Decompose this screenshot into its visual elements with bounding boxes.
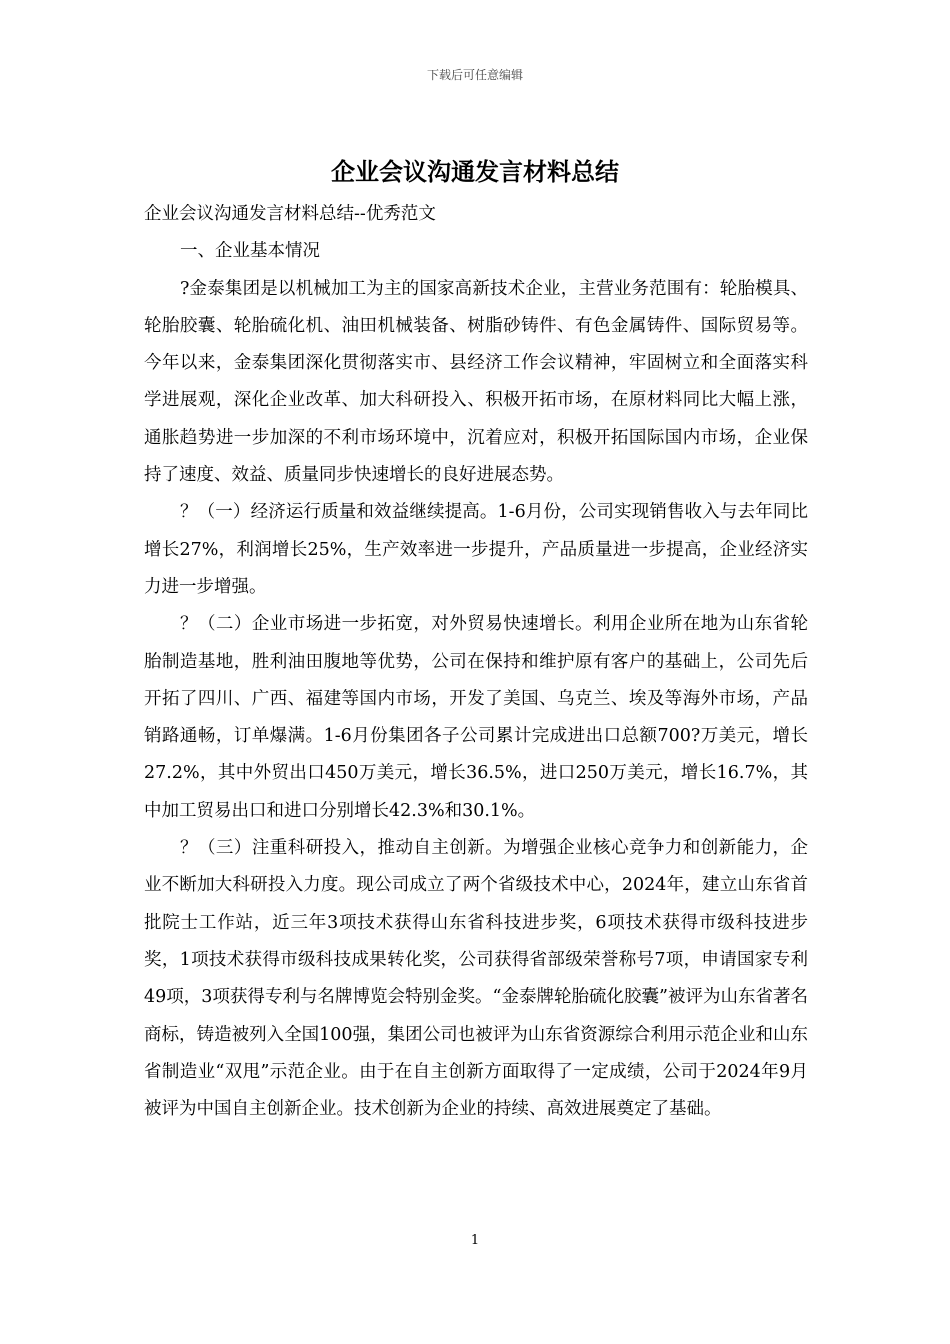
section-heading: 一、企业基本情况 (180, 241, 320, 262)
header-note: 下载后可任意编辑 (426, 68, 523, 82)
paragraph-company-overview: ?金泰集团是以机械加工为主的国家高新技术企业，主营业务范围有：轮胎模具、轮胎胶囊、轮胎硫化机、油田机械装备、树脂砂铸件、有色金属铸件、国际贸易等。今年以来，金泰集团深化贯彻落实市、县经济工作会议精神，牢固树立和全面落实科学进展观，深化企业改革、加大科研投入、积极开拓市场，在原材料同比大幅上涨，通胀趋势进一步加深的不利市场环境中，沉着应对，积极开拓国际国内市场，企业保持了速度、效益、质量同步快速增长的良好进展态势。 (144, 278, 808, 486)
paragraph-research-innovation: ？（三）注重科研投入，推动自主创新。为增强企业核心竞争力和创新能力，企业不断加大科研投入力度。现公司成立了两个省级技术中心，2024年，建立山东省首批院士工作站，近三年3项技术获得山东省科技进步奖，6项技术获得市级科技进步奖，1项技术获得市级科技成果转化奖，公司获得省部级荣誉称号7项，申请国家专利49项，3项获得专利与名牌博览会特别金奖。“金泰牌轮胎硫化胶囊”被评为山东省著名商标，铸造被列入全国100强，集团公司也被评为山东省资源综合利用示范企业和山东省制造业“双甩”示范企业。由于在自主创新方面取得了一定成绩，公司于2024年9月被评为中国自主创新企业。技术创新为企业的持续、高效进展奠定了基础。 (144, 838, 808, 1120)
paragraph-economic-operation: ？（一）经济运行质量和效益继续提高。1-6月份，公司实现销售收入与去年同比增长27%，利润增长25%，生产效率进一步提升，产品质量进一步提高，企业经济实力进一步增强。 (144, 502, 808, 597)
page-number: 1 (470, 1233, 480, 1248)
document-title: 企业会议沟通发言材料总结 (331, 158, 619, 186)
document-subtitle: 企业会议沟通发言材料总结--优秀范文 (144, 204, 436, 224)
document-body (144, 196, 808, 1128)
paragraph-market-expansion: ？（二）企业市场进一步拓宽，对外贸易快速增长。利用企业所在地为山东省轮胎制造基地，胜利油田腹地等优势，公司在保持和维护原有客户的基础上，公司先后开拓了四川、广西、福建等国内市场，开发了美国、乌克兰、埃及等海外市场，产品销路通畅，订单爆满。1-6月份集团各子公司累计完成进出口总额700?万美元，增长27.2%，其中外贸出口450万美元，增长36.5%，进口250万美元，增长16.7%，其中加工贸易出口和进口分别增长42.3%和30.1%。 (144, 614, 808, 821)
